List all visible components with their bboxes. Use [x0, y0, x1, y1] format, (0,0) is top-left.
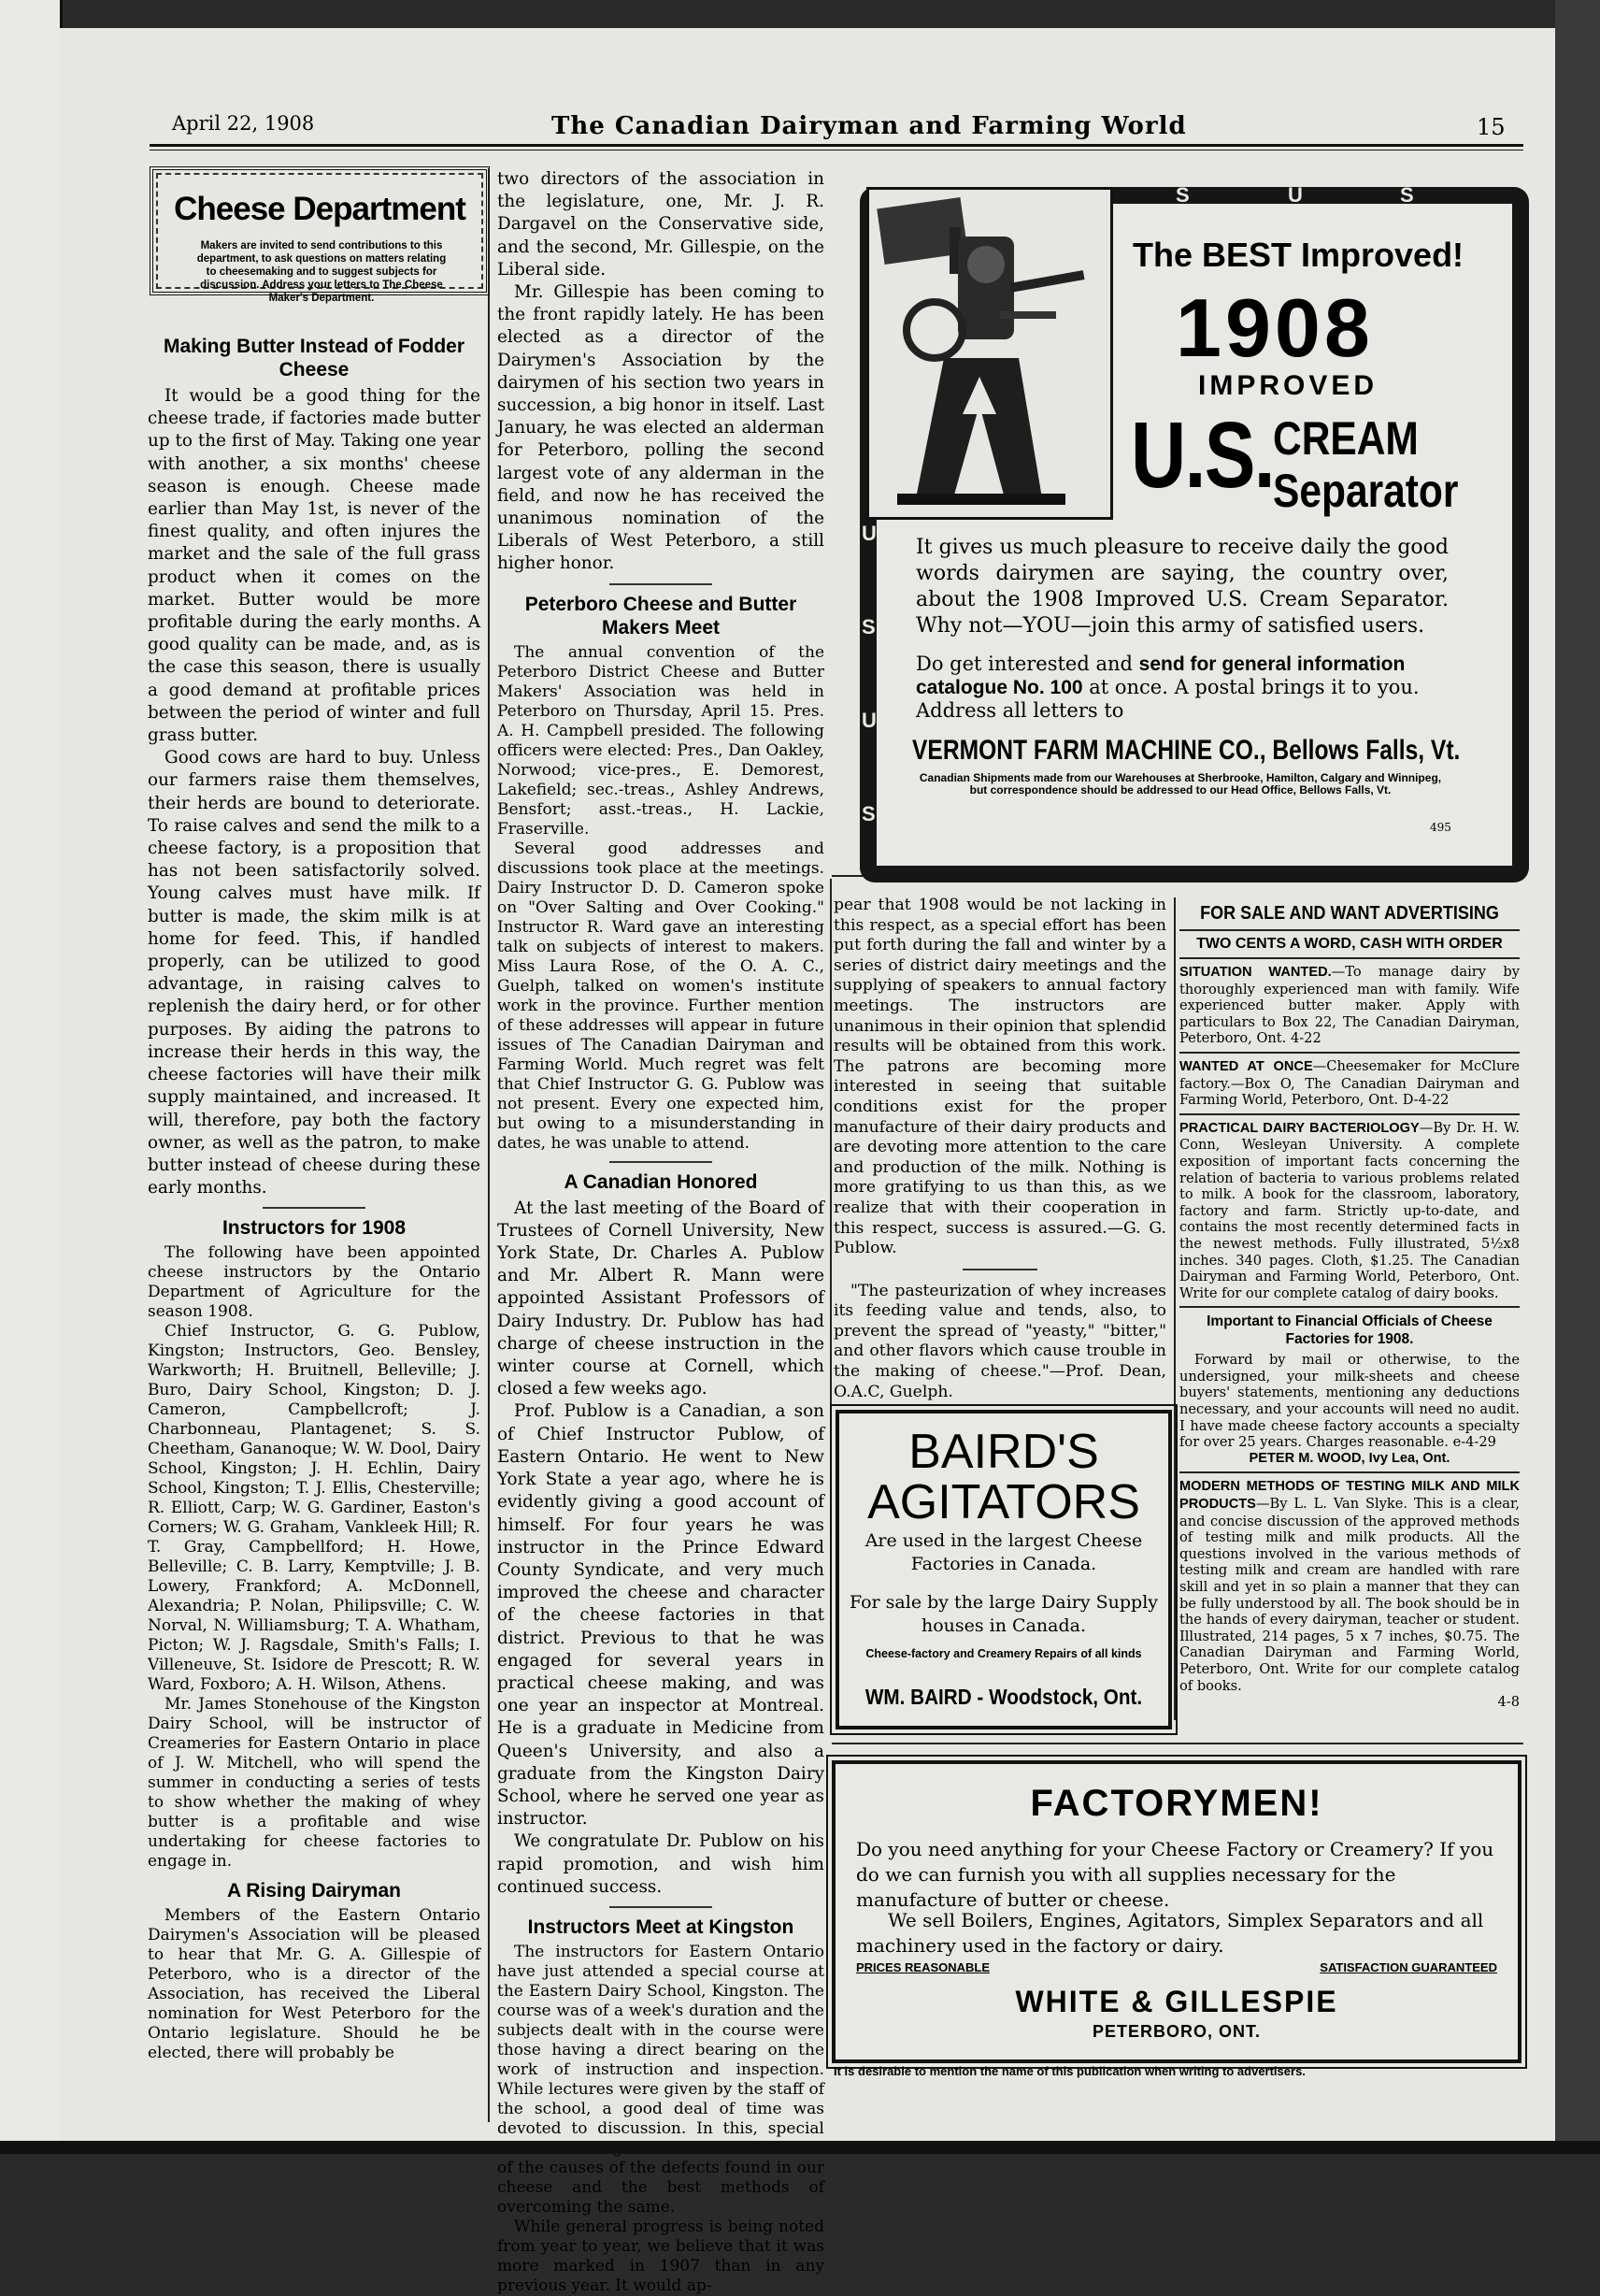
us-ad-brand: U.S. [1131, 403, 1274, 508]
classifieds-rule [1179, 1113, 1520, 1115]
border-letter: S [1213, 847, 1227, 870]
cream-separator-icon [869, 190, 1110, 517]
classified-number: 4-8 [1497, 1694, 1520, 1711]
column-divider-2 [830, 879, 832, 1729]
border-letter: U [1486, 783, 1501, 807]
heading-canadian-honored: A Canadian Honored [564, 1170, 758, 1193]
page-bottom-edge [0, 2141, 1600, 2154]
publication-title: The Canadian Dairyman and Farming World [551, 112, 1187, 140]
baird-title-2: AGITATORS [867, 1475, 1140, 1529]
classifieds-rule [1179, 929, 1520, 931]
paragraph: Mr. James Stonehouse of the Kingston Dairy School, will be instructor of Creameries for Eastern Ontario in place of J. W. Mitchell, who will spend the summer in conducting a series of tests to show whether the making of whey butter is a profitable and wise undertaking for cheese factories to engage in. [148, 1695, 480, 1872]
baird-agitators-ad [836, 1410, 1172, 1729]
section-rule [609, 1906, 712, 1908]
classified-entry [1179, 964, 1520, 1047]
instructors-text [148, 1243, 480, 1872]
paragraph: Mr. Gillespie has been coming to the front rapidly lately. He has been elected as a director of the Dairymen's Association by the dairymen of his section two years in succession, a big honor in itself. Last January, he was elected an alderman for Peterboro, polling the second largest vote of any alderman in the field, and now he has received the unanimous nomination of the Liberals of West Peterboro, a still higher honor. [497, 282, 824, 574]
header-rule-thin [150, 150, 1523, 151]
paragraph: The following have been appointed cheese instructors by the Ontario Department of Agriculture for the season 1908. [148, 1243, 480, 1322]
us-ad-body: It gives us much pleasure to receive daily the good words dairymen are saying, the country over, about the 1908 Improved U.S. Cream Separator. Why not—YOU—join this army of satisfied users. [916, 536, 1449, 638]
heading-rising-dairyman: A Rising Dairyman [227, 1880, 401, 1902]
us-ad-separator: Separator [1273, 465, 1459, 517]
border-letter: S [1486, 316, 1500, 339]
classified-text: —By L. L. Van Slyke. This is a clear, and concise discussion of the approved methods of testing milk and milk products. All the questions involved in the various methods of testing milk and cream are handled with rare skill and yet in so plain a manner that they can be fully understood by all. The book should be in the hands of every dairyman, teacher or student. Illustrated, 214 pages, 5 x 7 inches, $0.75. The Canadian Dairyman and Farming World, Peterboro, Ont. Write for our complete catalog of books. [1179, 1496, 1520, 1694]
paragraph: The instructors for Eastern Ontario have just attended a special course at the Eastern Dairy School, Kingston. The course was of a week's duration and the subjects dealt with in the course were those having a direct bearing on the work of instruction and inspection. While lectures were given by the staff of the school, a good deal of time was devoted to discussion. In this, special of the causes of the defects found in our cheese and the best methods of overcoming the same. [497, 1942, 824, 2217]
us-ad-tagline: The BEST Improved! [1133, 236, 1464, 274]
classified-heading: SITUATION WANTED. [1179, 965, 1332, 980]
section-rule [963, 1269, 1037, 1270]
factorymen-title: FACTORYMEN! [1030, 1783, 1323, 1824]
page-right-edge [1555, 0, 1600, 2154]
paragraph: "The pasteurization of whey increases its feeding value and tends, also, to prevent the spread of "yeasty," "bitter," and other flavors which cause trouble in the making of cheese."—Prof. Dean, O.A.C, Guelph. [834, 1281, 1166, 1401]
border-letter: S [1486, 503, 1500, 526]
section-rule [609, 583, 712, 585]
cheese-department-subtitle: Makers are invited to send contributions to this department, to ask questions on matters relating to cheesemaking and to suggest subjects for discussion. Address your letters to The Cheese Maker's Department. [196, 240, 447, 304]
border-letter: S [989, 847, 1003, 870]
border-letter: U [862, 522, 877, 545]
paragraph: While general progress is being noted from year to year, we believe that it was more marked in 1907 than in any previous year. It would ap- [497, 2217, 824, 2295]
classified-heading: WANTED AT ONCE [1179, 1058, 1313, 1074]
column-3 [834, 896, 1166, 1402]
us-ad-year: 1908 [1176, 281, 1374, 374]
section-rule [609, 1161, 712, 1163]
classified-heading-centered: Important to Financial Officials of Cheese Factories for 1908. [1207, 1313, 1493, 1348]
baird-line-1: Are used in the largest Cheese Factories in Canada. [864, 1530, 1143, 1574]
header-rule [150, 144, 1523, 147]
heading-instructors-kingston: Instructors Meet at Kingston [527, 1916, 794, 1938]
baird-company: WM. BAIRD - Woodstock, Ont. [864, 1685, 1143, 1709]
separator-illustration [866, 187, 1113, 520]
footer-note: It is desirable to mention the name of this publication when writing to advertisers. [834, 2064, 1306, 2078]
paragraph: Prof. Publow is a Canadian, a son of Chief Instructor Publow, of Eastern Ontario. He went to New York State a year ago, where he is evidently giving a good account of himself. For four years he was instructor in the Prince Edward County Syndicate, and very much improved the cheese and character of the cheese factories in that district. Previous to that he was engaged for several years in practical cheese making, and was one year an inspector at Montreal. He is a graduate in Medicine from Queen's University, and also a graduate from the Kingston Dairy School, where he served one year as instructor. [497, 1401, 824, 1830]
classifieds-rule [1179, 1052, 1520, 1054]
factorymen-ad [832, 1760, 1521, 2063]
page-number: 15 [1477, 114, 1506, 140]
border-letter: U [1325, 847, 1340, 870]
border-letter: U [1486, 409, 1501, 433]
border-letter: S [862, 802, 876, 825]
us-ad-cream: CREAM [1273, 412, 1419, 465]
us-ad-body-text: Do get interested and [916, 653, 1139, 675]
column-divider-3 [1174, 897, 1176, 1720]
factory-divider [832, 1743, 1523, 1744]
paragraph: It would be a good thing for the cheese trade, if factories made butter up to the first of May. Taking one year with another, a six months' cheese season is enough. Cheese made earlier than May 1st, is never of the finest quality, and often injures the market and the sale of the full grass product when it comes on the market. Butter would be more profitable during the early months. A good quality can be made, and, as is the case this season, there is usually a good demand at profitable prices between the period of winter and full grass butter. [148, 386, 480, 746]
factorymen-line-2: We sell Boilers, Engines, Agitators, Simplex Separators and all machinery used in the factory or dairy. [856, 1909, 1484, 1957]
heading-peterboro: Peterboro Cheese and Butter Makers Meet [524, 593, 797, 639]
column-divider-1 [488, 168, 490, 2122]
us-ad-catalogue: send for general information catalogue No. 100 [916, 653, 1406, 698]
heading-making-butter: Making Butter Instead of Fodder Cheese [163, 336, 464, 380]
section-rule [263, 1207, 365, 1209]
paragraph: Members of the Eastern Ontario Dairymen's Association will be pleased to hear that Mr. G. A. Gillespie of Peterboro, who is a director of the Association, has received the Liberal nomination for West Peterboro for the Ontario legislature. Should he be elected, there will probably be [148, 1906, 480, 2063]
us-ad-company: VERMONT FARM MACHINE CO., Bellows Falls, Vt. [912, 735, 1461, 766]
border-letter: U [1101, 847, 1116, 870]
classified-text: Forward by mail or otherwise, to the undersigned, your milk-sheets and cheese buyers' statements, mentioning any deductions necessary, and your accounts will need no audit. I have made cheese factory accounts a specialty for over 25 years. Charges reasonable. e-4-29 [1179, 1352, 1520, 1451]
us-ad-body-2 [916, 653, 1449, 723]
baird-title [839, 1427, 1168, 1528]
classified-text: —By Dr. H. W. Conn, Wesleyan University. A complete exposition of important facts concerning the relation of bacteria to various problems related to milk. A book for the classroom, laboratory, factory and farm. Strictly up-to-date, and contains the most recently determined facts in the newest methods. Fully illustrated, 5½x8 inches. 340 pages. Cloth, $1.25. The Canadian Dairyman and Farming World, Peterboro, Ont. Write for our complete catalog of dairy books. [1179, 1119, 1520, 1301]
factorymen-company: WHITE & GILLESPIE [1015, 1985, 1338, 2018]
classified-entry [1179, 1058, 1520, 1109]
issue-date: April 22, 1908 [172, 112, 315, 135]
paragraph: Chief Instructor, G. G. Publow, Kingston; Instructors, Geo. Bensley, Warkworth; H. Bruitnell, Belleville; J. Buro, Dairy School, Kingston; D. J. Cameron, Campbellcroft; J. Charbonneau, Plantagenet; S. S. Cheetham, Gananoque; W. W. Dool, Dairy School, Kingston; J. H. Echlin, Dairy School, Kingston; T. J. Ellis, Chesterville; R. Elliott, Carp; W. G. Gardiner, Easton's Corners; W. G. Graham, Vankleek Hill; R. T. Gray, Campbellford; H. Howe, Belleville; C. B. Larry, Kemptville; J. B. Lowery, Frankford; A. McDonnell, Alexandria; P. Nolan, Philipsville; C. W. Norval, N. Williamsburg; T. A. Whatham, Picton; W. J. Ragsdale, Smith's Falls; I. Villeneuve, St. Isidore de Prescott; R. W. Ward, Foxboro; A. H. Wilson, Athens. [148, 1322, 480, 1695]
baird-line-3: Cheese-factory and Creamery Repairs of all kinds [865, 1647, 1142, 1660]
kingston-text [497, 1943, 824, 2296]
classifieds-rule [1179, 1306, 1520, 1308]
prices-reasonable: PRICES REASONABLE [856, 1960, 991, 1974]
peterboro-text [497, 643, 824, 1154]
paragraph: Good cows are hard to buy. Unless our farmers raise them themselves, their herds are bound to deteriorate. To raise calves and send the milk to a cheese factory, is a proposition that has not been satisfactorily solved. Young calves must have milk. If butter is made, the skim milk is at home for feed. This, if handled properly, can be utilized to good advantage, in raising calves to replenish the dairy herd, or for other purposes. By aiding the patrons to increase their herds in this way, the cheese factories will have their milk supply maintained, and increased. It will, therefore, pay both the factory owner, as well as the patron, to make butter instead of cheese during these early months. [148, 748, 480, 1198]
us-ad-number: 495 [1430, 821, 1451, 834]
border-letter: U [862, 709, 877, 732]
classified-heading: PRACTICAL DAIRY BACTERIOLOGY [1179, 1120, 1420, 1136]
us-ad-body-text: at once. A postal brings it to you. Address all letters to [916, 676, 1420, 722]
column-1 [148, 335, 480, 2063]
baird-line-2: For sale by the large Dairy Supply houses in Canada. [849, 1592, 1159, 1636]
classifieds-subheader: TWO CENTS A WORD, CASH WITH ORDER [1196, 936, 1503, 952]
border-letter: U [1486, 596, 1501, 620]
factorymen-line-1: Do you need anything for your Cheese Factory or Creamery? If you do we can furnish you with all supplies necessary for the manufacture of butter or cheese. [856, 1838, 1494, 1911]
paragraph: The annual convention of the Peterboro District Cheese and Butter Makers' Association was held in Peterboro on Thursday, April 15. Pres. A. H. Campbell presided. The following officers were elected: Pres., Dan Oakley, Norwood; vice-pres., E. Demorest, Lakefield; sec.-treas., Ashley Andrews, Bensfort; asst.-treas., H. Lackie, Fraserville. [497, 642, 824, 839]
paragraph: We congratulate Dr. Publow on his rapid promotion, and wish him continued success. [497, 1831, 824, 1897]
classifieds-header: FOR SALE AND WANT ADVERTISING [1200, 903, 1499, 924]
us-ad-improved: IMPROVED [1198, 370, 1379, 401]
paragraph: pear that 1908 would be not lacking in this respect, as a special effort has been put forth during the fall and winter by a series of district dairy meetings and the supplying of speakers to annual factory meetings. The instructors are unanimous in their opinion that splendid results will be obtained from this work. The patrons are becoming more interested in seeing that suitable conditions exist for the proper manufacture of their dairy products and are devoting more attention to the care and production of the milk. Nothing is more gratifying to us than this, as we realize that with their cooperation in this respect, success is assured.—G. G. Publow. [834, 896, 1166, 1258]
paragraph: Several good addresses and discussions took place at the meetings. Dairy Instructor D. D. Cameron spoke on "Over Salting and Over Cooking." Instructor R. Ward gave an interesting talk on subjects of interest to makers. Miss Laura Rose, of the O. A. C., Guelph, talked on women's institute work in the province. Further mention of these addresses will appear in future issues of The Canadian Dairyman and Farming World. Much regret was felt that Chief Instructor G. G. Publow was not present. Every one expected him, but owing to a misunderstanding in dates, he was unable to attend. [497, 839, 824, 1153]
column-2 [497, 168, 824, 2296]
heading-instructors: Instructors for 1908 [221, 1217, 407, 1240]
classifieds-rule [1179, 1471, 1520, 1473]
cheese-department-title: Cheese Department [174, 191, 465, 227]
border-letter: U [1288, 183, 1303, 207]
border-letter: S [1486, 690, 1500, 713]
border-letter: S [862, 615, 876, 639]
classified-text: —To manage dairy by thoroughly experienced man with family. Wife experienced butter maker. Apply with particulars to Box 22, The Canadian Dairyman, Peterboro, Ont. 4-22 [1179, 964, 1520, 1047]
classifieds-column [1179, 903, 1520, 1711]
classified-entry [1179, 1478, 1520, 1694]
cheese-department-box [150, 166, 490, 304]
border-letter: S [1400, 183, 1414, 207]
classifieds-rule [1179, 957, 1520, 959]
classified-entry [1179, 1120, 1520, 1302]
classified-heading: MODERN METHODS OF TESTING MILK AND MILK PRODUCTS [1179, 1479, 1520, 1513]
paragraph: At the last meeting of the Board of Trustees of Cornell University, New York State, Dr. Charles A. Publow and Mr. Albert R. Mann were appointed Assistant Professors of Dairy Industry. Dr. Publow has had charge of cheese instruction in the winter course at Cornell, which closed a few weeks ago. [497, 1198, 824, 1399]
us-ad-shipments: Canadian Shipments made from our Warehouses at Sherbrooke, Hamilton, Calgary and Winnipeg, but correspondence should be addressed to our Head Office, Bellows Falls, Vt. [919, 771, 1442, 796]
baird-title-1: BAIRD'S [908, 1425, 1099, 1479]
classified-signature: PETER M. WOOD, Ivy Lea, Ont. [1249, 1450, 1450, 1466]
satisfaction-guaranteed: SATISFACTION GUARANTEED [1320, 1960, 1497, 1974]
border-letter: S [1176, 183, 1190, 207]
paragraph: two directors of the association in the legislature, one, Mr. J. R. Dargavel on the Conservative side, and the second, Mr. Gillespie, on the Liberal side. [497, 169, 824, 280]
page-left-binding [0, 0, 63, 2154]
classified-text: —Cheesemaker for McClure factory.—Box O, The Canadian Dairyman and Farming World, Peterboro, Ont. D-4-22 [1179, 1057, 1520, 1109]
border-letter: U [1486, 222, 1501, 246]
factorymen-city: PETERBORO, ONT. [1092, 2022, 1261, 2041]
